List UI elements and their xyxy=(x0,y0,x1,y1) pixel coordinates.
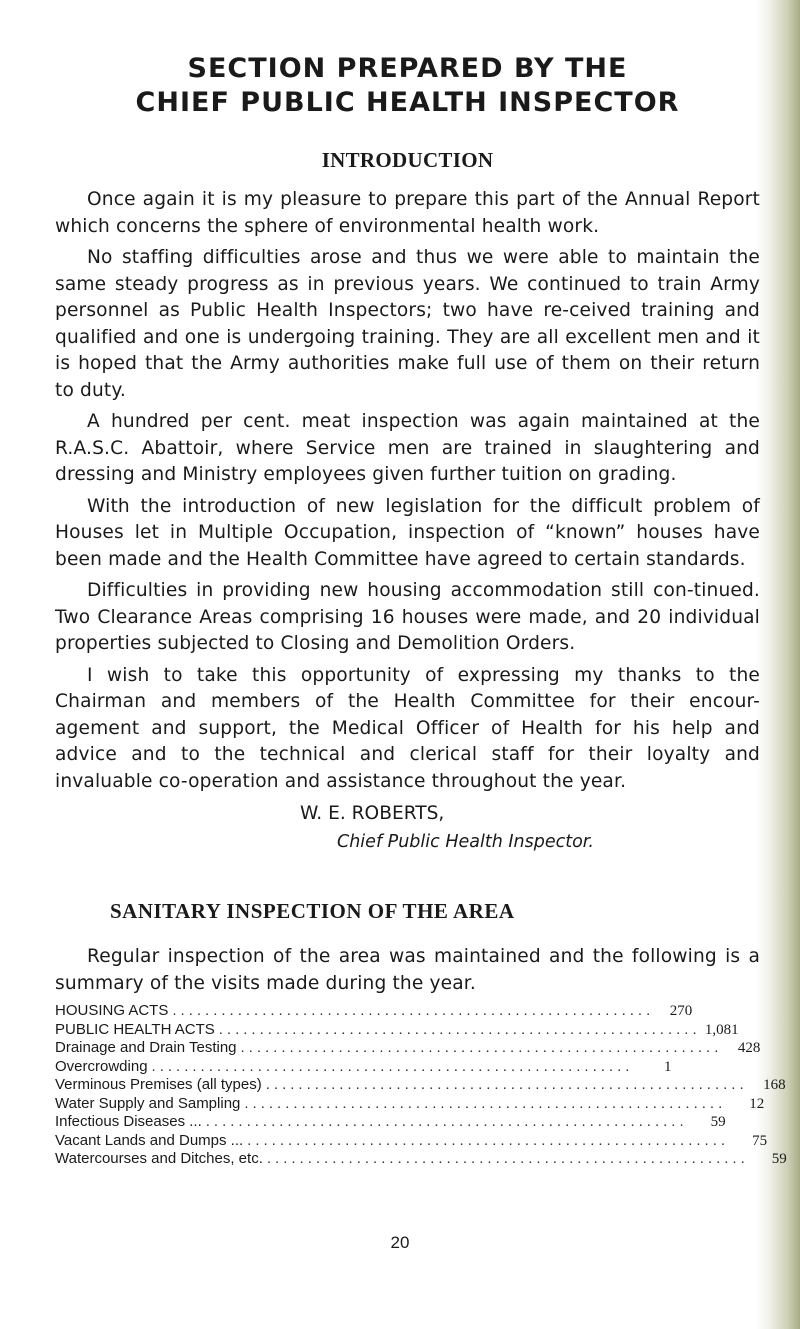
row-label: HOUSING ACTS xyxy=(55,1002,169,1019)
intro-paragraph-2: No staffing difficulties arose and thus we were able to maintain the same steady progress as in previous years. We continued to train Army personnel as Public Health Inspectors; two have re-ceived training and qualified and one is undergoing training. They are all excellent men and it is hoped that the Army authorities make full use of them on their return to duty. xyxy=(55,247,760,401)
row-value: 12 xyxy=(749,1095,765,1112)
table-row: Overcrowding ........................................................... 1 xyxy=(55,1057,672,1075)
signature-name: W. E. ROBERTS, xyxy=(300,803,445,824)
signature-title: Chief Public Health Inspector. xyxy=(337,832,594,852)
sanitary-intro-paragraph: Regular inspection of the area was maintained and the following is a summary of the visits made during the year. xyxy=(55,946,760,994)
row-label: PUBLIC HEALTH ACTS xyxy=(55,1020,215,1038)
section-title-line1: SECTION PREPARED BY THE xyxy=(187,53,628,84)
sanitary-inspection-heading: SANITARY INSPECTION OF THE AREA xyxy=(110,899,515,923)
table-row: Water Supply and Sampling ........................................................... 12 xyxy=(55,1094,765,1112)
row-label: Verminous Premises (all types) xyxy=(55,1076,262,1093)
row-value: 59 xyxy=(771,1151,787,1167)
row-value: 59 xyxy=(710,1114,726,1130)
row-label: Drainage and Drain Testing xyxy=(55,1039,237,1056)
table-row: Vacant Lands and Dumps ... ........................................................... 75 xyxy=(55,1131,768,1149)
row-label: Water Supply and Sampling xyxy=(55,1094,241,1112)
scan-edge xyxy=(756,0,800,1329)
row-value: 168 xyxy=(763,1077,786,1093)
visits-summary-table xyxy=(55,1002,787,1169)
table-row: Watercourses and Ditches, etc. ........................................................... 59 xyxy=(55,1150,787,1167)
page-number: 20 xyxy=(390,1233,410,1252)
row-value: 270 xyxy=(669,1003,693,1019)
row-label: Watercourses and Ditches, etc. xyxy=(55,1150,263,1167)
intro-paragraph-1: Once again it is my pleasure to prepare this part of the Annual Report which concerns the sphere of environmental health work. xyxy=(55,189,760,237)
introduction-heading: INTRODUCTION xyxy=(321,148,494,172)
intro-paragraph-3: A hundred per cent. meat inspection was again maintained at the R.A.S.C. Abattoir, where Service men are trained in slaughtering and dressing and Ministry employees given further tuition on grading. xyxy=(55,411,760,485)
section-title xyxy=(55,52,760,120)
row-value: 428 xyxy=(737,1040,761,1056)
table-row: PUBLIC HEALTH ACTS ........................................................... 1,081 xyxy=(55,1020,739,1038)
table-row: Verminous Premises (all types) ........................................................... 168 xyxy=(55,1076,786,1093)
table-row: Infectious Diseases ... ........................................................... 59 xyxy=(55,1113,726,1130)
section-title-line2: CHIEF PUBLIC HEALTH INSPECTOR xyxy=(135,87,680,118)
intro-paragraph-4: With the introduction of new legislation for the difficult problem of Houses let in Multiple Occupation, inspection of “known” houses have been made and the Health Committee have agreed to certain standards. xyxy=(55,495,760,570)
intro-paragraph-5: Difficulties in providing new housing accommodation still con-tinued. Two Clearance Areas comprising 16 houses were made, and 20 individual properties subjected to Closing and Demolition Orders. xyxy=(55,580,760,654)
table-row: HOUSING ACTS ........................................................... 270 xyxy=(55,1002,693,1019)
intro-paragraph-6: I wish to take this opportunity of expressing my thanks to the Chairman and members of the Health Committee for their encour-agement and support, the Medical Officer of Health for his help and advice and to the technical and clerical staff for their loyalty and invaluable co-operation and assistance throughout the year. xyxy=(55,664,760,792)
document-page xyxy=(55,0,787,1169)
table-row: Drainage and Drain Testing ........................................................... 428 xyxy=(55,1039,761,1056)
row-value: 1,081 xyxy=(704,1021,739,1038)
row-label: Vacant Lands and Dumps ... xyxy=(55,1131,244,1149)
row-value: 75 xyxy=(752,1132,768,1149)
row-label: Infectious Diseases ... xyxy=(55,1113,202,1130)
row-label: Overcrowding xyxy=(55,1057,148,1075)
row-value: 1 xyxy=(663,1058,672,1075)
